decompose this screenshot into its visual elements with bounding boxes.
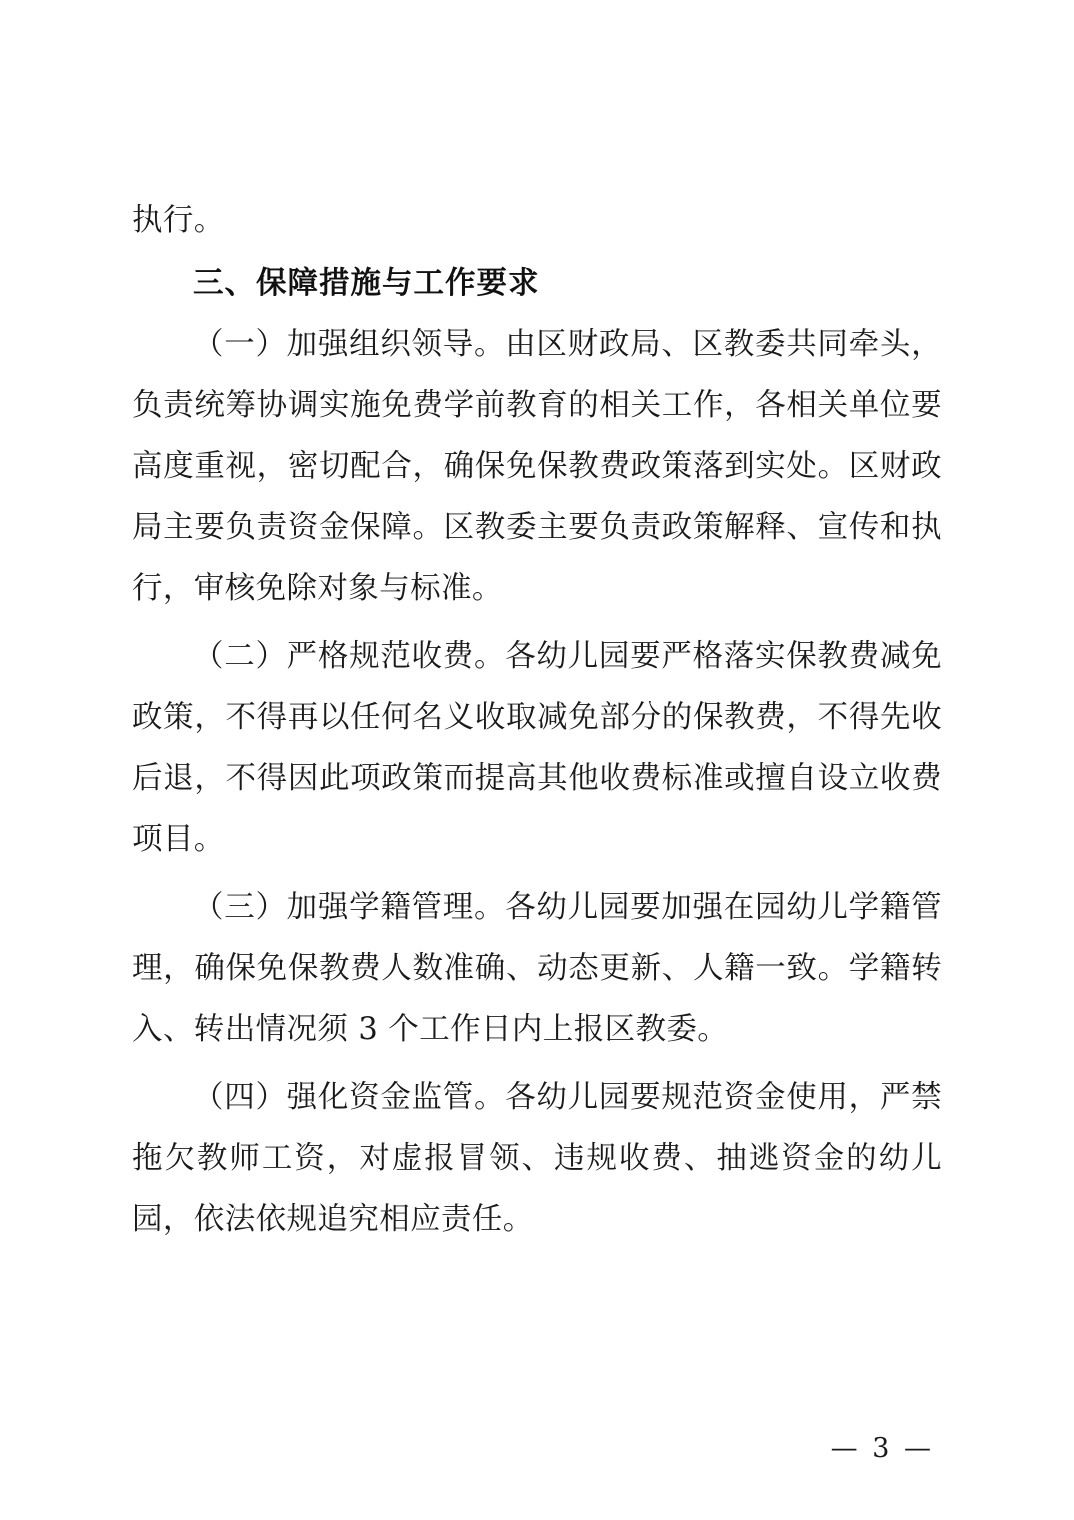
section-heading: 三、保障措施与工作要求 [193,266,540,301]
page-number: — 3 — [830,1433,934,1464]
paragraph-item-4: （四）强化资金监管。各幼儿园要规范资金使用，严禁拖欠教师工资，对虚报冒领、违规收费、抽逃资金的幼儿园，依法依规追究相应责任。 [132,1080,942,1237]
paragraph-item-3: （三）加强学籍管理。各幼儿园要加强在园幼儿学籍管理，确保免保教费人数准确、动态更新、人籍一致。学籍转入、转出情况须 3 个工作日内上报区教委。 [132,890,942,1047]
paragraph-spacer [132,619,942,626]
paragraph-item-2: （二）严格规范收费。各幼儿园要严格落实保教费减免政策，不得再以任何名义收取减免部分的保教费，不得先收后退，不得因此项政策而提高其他收费标准或擅自设立收费项目。 [132,639,942,857]
paragraph-spacer [132,1060,942,1067]
paragraph-item-1: （一）加强组织领导。由区财政局、区教委共同牵头，负责统筹协调实施免费学前教育的相关工作，各相关单位要高度重视，密切配合，确保免保教费政策落到实处。区财政局主要负责资金保障。区教委主要负责政策解释、宣传和执行，审核免除对象与标准。 [132,327,942,606]
paragraph-continuation: 执行。 [132,203,225,238]
paragraph-spacer [132,870,942,877]
